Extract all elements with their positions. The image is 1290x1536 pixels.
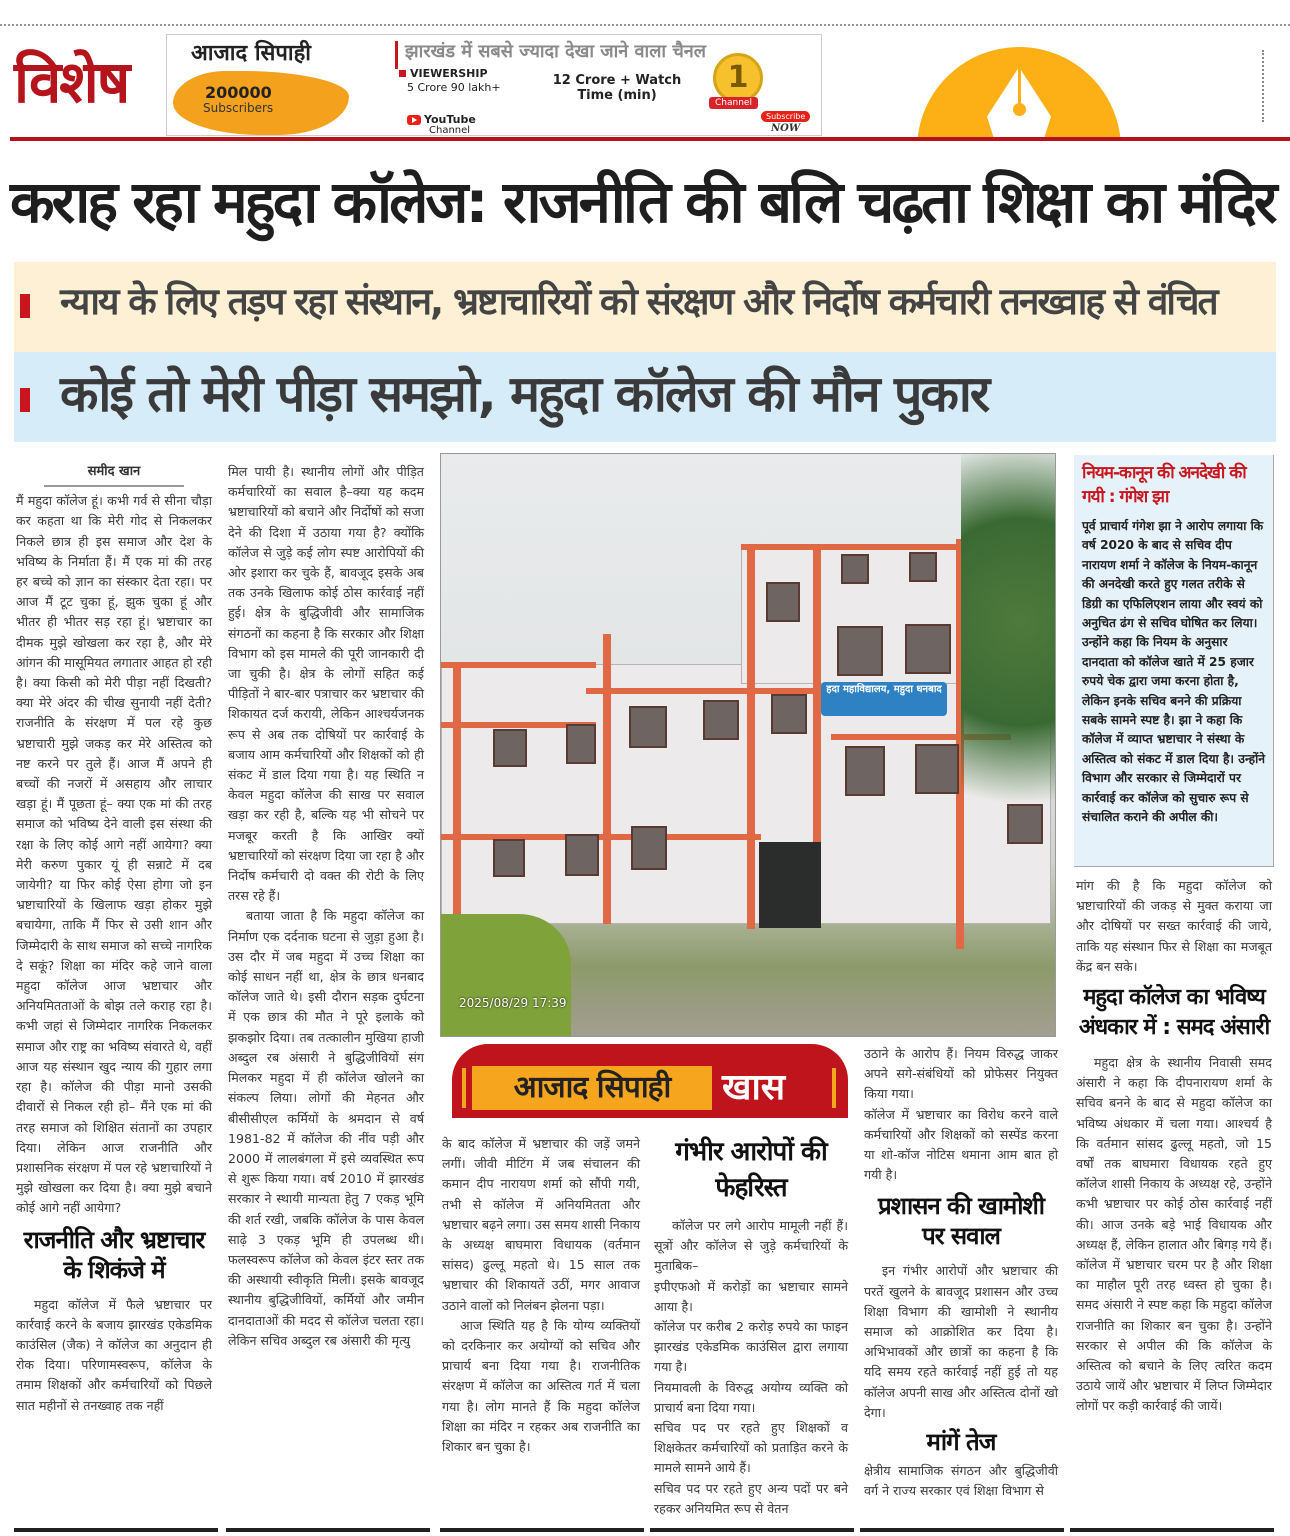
subhead-demands: मांगें तेज [926, 1428, 996, 1457]
allegation-item: कॉलेज पर करीब 2 करोड़ रुपये का फाइन झारखंड एकेडमिक काउंसिल द्वारा लगाया गया है। [654, 1319, 848, 1375]
column-4 [654, 1134, 848, 1519]
window [771, 694, 807, 734]
khas-brand: आजाद सिपाही [472, 1066, 712, 1110]
window [845, 746, 885, 796]
deck-2 [14, 352, 1276, 442]
sidebox-gangesh-jha [1074, 455, 1274, 867]
subscriber-label: Subscribers [203, 101, 274, 115]
allegation-item: सचिव पद पर रहते हुए शिक्षकों व शिक्षकेतर कर्मचारियों को प्रताड़ित करने के मामले सामने आये हैं। [654, 1420, 848, 1476]
channel-ad-banner [166, 34, 822, 136]
column-6-para-1: मांग की है कि महुदा कॉलेज को भ्रष्टाचारियों की जकड़ से मुक्त कराया जा और दोषियों पर सख्त कार्रवाई की जाये, ताकि यह संस्थान फिर से शिक्षा का मजबूत केंद्र बन सके। [1076, 878, 1272, 974]
red-bullet-icon [20, 388, 30, 412]
top-dotted-rule [0, 24, 1290, 26]
column-2 [228, 462, 424, 1351]
column-1-after-subhead: महुदा कॉलेज में फैले भ्रष्टाचार पर कार्रवाई करने के बजाय झारखंड एकेडमिक काउंसिल (जैक) ने कॉलेज का अनुदान ही रोक दिया। परिणामस्वरूप, कॉलेज के तमाम शिक्षकों और कर्मचारियों को पिछले सात महीनों से तनख्वाह तक नहीं [16, 1296, 212, 1413]
youtube-play-icon [407, 115, 421, 125]
column-3-para-1: के बाद कॉलेज में भ्रष्टाचार की जड़ें जमने लगीं। जीवी मीटिंग में जब संचालन की कमान दीप नारायण शर्मा को सौंपी गयी, तभी से कॉलेज में अनियमितता और भ्रष्टाचार बढ़ने लगा। उस समय शासी निकाय के अध्यक्ष बाघमारा विधायक (वर्तमान सांसद) ढुल्लू महतो थे। 15 साल तक भ्रष्टाचार की शिकायतें उठीं, मगर आवाज उठाने वालों को निलंबन झेलना पड़ा। [442, 1136, 640, 1313]
watch-time: 12 Crore + Watch Time (min) [552, 73, 682, 103]
column-5-para-2: कॉलेज में भ्रष्टाचार का विरोध करने वाले कर्मचारियों और शिक्षकों को सस्पेंड करना या शो-कॉज नोटिस थमाना आम बात हो गयी है। [864, 1106, 1058, 1183]
column-rule [1070, 1528, 1274, 1532]
subscribe-button[interactable]: Subscribe [761, 111, 810, 122]
column-5-para-3: इन गंभीर आरोपों और भ्रष्टाचार की परतें खुलने के बावजूद प्रशासन और उच्च शिक्षा विभाग की खामोशी ने स्थानीय समाज को आक्रोशित कर दिया है। अभिभावकों और छात्रों का कहना है कि यदि समय रहते कार्रवाई नहीं हुई तो यह कॉलेज अपनी साख और अस्तित्व दोनों खो देगा। [864, 1263, 1058, 1420]
nib-hole [1013, 103, 1026, 116]
grass [441, 914, 571, 1037]
red-bullet-icon [20, 294, 30, 318]
window [841, 554, 869, 584]
pillar [453, 664, 461, 914]
vertical-dotted-rule [1262, 50, 1264, 122]
window [493, 839, 525, 877]
banner-brand: आजाद सिपाही [191, 41, 311, 66]
sidebox-title: नियम-कानून की अनदेखी की गयी : गंगेश झा [1082, 463, 1246, 507]
window [703, 700, 739, 740]
nib-slit [1018, 67, 1021, 107]
column-2-para-1: मिल पायी है। स्थानीय लोगों और पीड़ित कर्मचारियों का सवाल है–क्या यह कदम भ्रष्टाचारियों को बचाने और निर्दोषों को सजा देने की दिशा में उठाया गया है? क्योंकि कॉलेज से जुड़े कई लोग स्पष्ट आरोपियों की ओर इशारा कर चुके हैं, बावजूद इसके अब तक उनके खिलाफ कोई ठोस कार्रवाई नहीं हुई। क्षेत्र के बुद्धिजीवी और सामाजिक संगठनों का कहना है कि सरकार और शिक्षा विभाग को इस मामले की पूरी जानकारी दी जा चुकी है। क्षेत्र के लोगों सहित कई पीड़ितों ने बार-बार पत्राचार कर भ्रष्टाचार की शिकायत दर्ज करायी, लेकिन आश्चर्यजनक रूप से अब तक दोषियों पर कार्रवाई के बजाय आम कर्मचारियों और शिक्षकों को ही संकट में डाल दिया गया है। यह स्थिति न केवल महुदा कॉलेज की साख पर सवाल खड़ा कर रही है, बल्कि यह भी सोचने पर मजबूर करती है कि आखिर क्यों भ्रष्टाचारियों को संरक्षण दिया जा रहा है और निर्दोष कर्मचारी दो वक्त की रोटी के लिए तरस रहे हैं। [228, 464, 424, 904]
column-6-para-2: महुदा क्षेत्र के स्थानीय निवासी समद अंसारी ने कहा कि दीपनारायण शर्मा के सचिव बनने के बाद से महुदा कॉलेज का भविष्य अंधकार में चला गया। आश्चर्य है कि वर्तमान सांसद ढुल्लू महतो, जो 15 वर्षों तक बाघमारा विधायक रहते हुए कॉलेज शासी निकाय के अध्यक्ष रहे, उन्होंने कभी भ्रष्टाचार पर कोई ठोस कार्रवाई नहीं की। आज उनके बड़े भाई विधायक और अध्यक्ष हैं, लेकिन हालात और बिगड़ गये हैं। कॉलेज में भ्रष्टाचार चरम पर है और शिक्षा का माहौल पूरी तरह ध्वस्त हो चुका है। समद अंसारी ने स्पष्ट कहा कि महुदा कॉलेज राजनीति का शिकार बन चुका है। उन्होंने सरकार से अपील की कि कॉलेज के अस्तित्व को बचाने के लिए त्वरित कदम उठाये जायें और भ्रष्टाचार में लिप्त जिम्मेदार लोगों पर कड़ी कार्रवाई की जायें। [1076, 1055, 1272, 1414]
window [909, 552, 937, 582]
column-rule [226, 1528, 430, 1532]
window [565, 834, 599, 876]
column-rule [14, 1528, 218, 1532]
section-label: विशेष [14, 48, 129, 116]
banner-separator [395, 41, 398, 69]
byline: समीद खान [44, 462, 184, 487]
deck-1 [14, 262, 1276, 352]
youtube-label: YouTube [424, 113, 476, 126]
beam [741, 544, 971, 550]
deck-1-text: न्याय के लिए तड़प रहा संस्थान, भ्रष्टाचारियों को संरक्षण और निर्दोष कर्मचारी तनख्वाह से वंचित [60, 280, 1217, 323]
column-rule [440, 1528, 644, 1532]
main-headline: कराह रहा महुदा कॉलेज: राजनीति की बलि चढ़ता शिक्षा का मंदिर [10, 168, 1275, 236]
number-one-trophy-icon: 1 [713, 53, 763, 103]
sidebox-body: पूर्व प्राचार्य गंगेश झा ने आरोप लगाया कि वर्ष 2020 के बाद से सचिव दीप नारायण शर्मा ने कॉलेज के नियम-कानून की अनदेखी करते हुए गलत तरीके से डिग्री का एफिलिएशन लाया और स्वयं को अनुचित ढंग से सचिव घोषित कर लिया। उन्होंने कहा कि नियम के अनुसार दानदाता को कॉलेज खाते में 25 हजार रुपये चेक द्वारा जमा करना होता है, लेकिन इनके सचिव बनने की प्रक्रिया सबके सामने स्पष्ट है। झा ने कहा कि कॉलेज में व्याप्त भ्रष्टाचार ने संस्था के अस्तित्व को संकट में डाल दिया है। उन्होंने विभाग और सरकार से जिम्मेदारों पर कार्रवाई कर कॉलेज को सुचारु रूप से संचालित कराने की अपील की। [1082, 519, 1266, 825]
youtube-channel-label: Channel [429, 125, 471, 136]
window [629, 706, 667, 748]
khas-tag: खास [722, 1067, 786, 1108]
window [631, 826, 667, 870]
subhead-allegations: गंभीर आरोपों की फेहरिस्त [675, 1137, 827, 1203]
window [905, 624, 951, 674]
allegation-item: सचिव पद पर रहते हुए अन्य पदों पर बने रहकर अनियमित रूप से वेतन [654, 1480, 848, 1516]
window [493, 729, 527, 767]
column-6 [1076, 876, 1272, 1417]
college-signboard: हदा महाविद्यालय, महुदा धनबाद [821, 682, 947, 716]
allegation-item: नियमावली के विरुद्ध अयोग्य व्यक्ति को प्राचार्य बना दिया गया। [654, 1379, 848, 1415]
subhead-samad-ansari: महुदा कॉलेज का भविष्य अंधकार में : समद अंसारी [1078, 985, 1270, 1041]
window [566, 724, 596, 764]
column-rule [860, 1528, 1064, 1532]
banner-tagline: झारखंड में सबसे ज्यादा देखा जाने वाला चैनल [405, 41, 706, 62]
viewership-label: VIEWERSHIP [399, 67, 488, 80]
pillar [603, 634, 611, 924]
pen-nib-logo [910, 40, 1130, 137]
beam [441, 662, 596, 668]
allegation-item: इपीएफओ में करोड़ों का भ्रष्टाचार सामने आया है। [654, 1278, 848, 1314]
azad-sipahi-khas-banner [452, 1044, 848, 1128]
column-rule [650, 1528, 854, 1532]
deck-2-text: कोई तो मेरी पीड़ा समझो, महुदा कॉलेज की मौन पुकार [60, 365, 989, 423]
column-1 [16, 462, 212, 1416]
column-3-para-2: आज स्थिति यह है कि योग्य व्यक्तियों को दरकिनार कर अयोग्यों को सचिव और प्राचार्य बना दिया गया है। राजनीतिक संरक्षण में कॉलेज का अस्तित्व गर्त में चला गया है। लोग मानते हैं कि महुदा कॉलेज शिक्षा का मंदिर न रहकर अब राजनीति का शिकार बन चुका है। [442, 1317, 640, 1455]
tree [961, 454, 1056, 874]
column-5 [864, 1044, 1058, 1501]
column-1-body: मैं महुदा कॉलेज हूं। कभी गर्व से सीना चौड़ा कर कहता था कि मेरी गोद से निकलकर निकले छात्र ही इस समाज और देश के भविष्य के निर्माता हैं। मैं एक मां की तरह हर बच्चे को ज्ञान का संस्कार देता रहा। पर आज मैं टूट चुका हूं, झुक चुका हूं और भीतर ही भीतर सड़ रहा हूं। भ्रष्टाचार का दीमक मुझे खोखला कर रहा है, और मेरे आंगन की मासूमियत लगातार आहत हो रही है। क्या किसी को मेरी पीड़ा नहीं दिखती? क्या मेरे अंदर की चीख सुनायी नहीं देती? राजनीति के संरक्षण में पल रहे कुछ भ्रष्टाचारी मुझे जकड़ कर मेरे अस्तित्व को नष्ट करने पर तुले हैं। आज मैं अपने ही बच्चों की नजरों में असहाय और लाचार खड़ा हूं। मैं पूछता हूं– क्या एक मां की तरह समाज को भविष्य देने वाली इस संस्था की रक्षा के लिए कोई आगे नहीं आयेगा? क्या मेरी करुण पुकार यूं ही सन्नाटे में दब जायेगी? या फिर कोई ऐसा होगा जो इन भ्रष्टाचारियों के खिलाफ खड़ा होकर मुझे बचायेगा, ताकि मैं फिर से उसी शान और जिम्मेदारी के साथ समाज को सच्चे नागरिक दे सकूं? शिक्षा का मंदिर कहे जाने वाला महुदा कॉलेज आज भ्रष्टाचार और अनियमितताओं के बोझ तले कराह रहा है। कभी जहां से जिम्मेदार नागरिक निकलकर समाज और राष्ट्र का भविष्य संवारते थे, वहीं आज यह संस्थान खुद न्याय की गुहार लगा रहा है। कॉलेज की पीड़ा मानो उसकी दीवारों से निकल रही हो– मैंने एक मां की तरह समाज को शिक्षित संतानों का उपहार दिया। लेकिन आज राजनीति और प्रशासनिक संरक्षण में पल रहे भ्रष्टाचारियों ने मुझे खोखला कर दिया है। क्या मुझे बचाने कोई आगे नहीं आयेगा? [16, 493, 212, 1216]
allegations-intro: कॉलेज पर लगे आरोप मामूली नहीं हैं। सूत्रों और कॉलेज से जुड़े कर्मचारियों के मुताबिक– [654, 1218, 848, 1274]
column-3 [442, 1134, 640, 1457]
photo-timestamp: 2025/08/29 17:39 [459, 996, 567, 1010]
channel-ribbon: Channel [709, 97, 758, 109]
beam [441, 834, 761, 840]
college-building-photo [440, 453, 1056, 1037]
khas-right-bar [832, 1068, 836, 1108]
window [915, 744, 959, 794]
sun-circle-icon [917, 47, 1121, 137]
masthead-red-rule [10, 137, 1290, 141]
pillar [747, 549, 755, 929]
window [766, 582, 800, 622]
column-2-para-2: बताया जाता है कि महुदा कॉलेज का निर्माण एक दर्दनाक घटना से जुड़ा हुआ है। उस दौर में जब महुदा में उच्च शिक्षा का कोई साधन नहीं था, क्षेत्र के छात्र धनबाद कॉलेज जाते थे। इसी दौरान सड़क दुर्घटना में एक छात्र की मौत ने पूरे इलाके को झकझोर दिया। तब तत्कालीन मुखिया हाजी अब्दुल रब अंसारी ने बुद्धिजीवियों संग मिलकर महुदा में ही कॉलेज खोलने का संकल्प लिया। लोगों की मेहनत और बीसीसीएल कर्मियों के श्रमदान से वर्ष 1981-82 में कॉलेज की नींव पड़ी और 2000 में लालबंगला में इसे व्यवस्थित रूप से शुरू किया गया। वर्ष 2010 में झारखंड सरकार ने स्थायी मान्यता हेतु 7 एकड़ भूमि की शर्त रखी, जबकि कॉलेज के पास केवल साढ़े 3 एकड़ भूमि ही उपलब्ध थी। फलस्वरूप कॉलेज को केवल इंटर स्तर तक की अस्थायी स्वीकृति मिली। इसके बावजूद स्थानीय बुद्धिजीवियों, कर्मियों और जमीन दानदाताओं की मदद से कॉलेज चलता रहा। लेकिन सचिव अब्दुल रब अंसारी की मृत्यु [228, 908, 424, 1348]
building-entrance [759, 842, 821, 928]
now-label: NOW [771, 123, 801, 134]
pillar [813, 544, 821, 884]
column-5-para-1: उठाने के आरोप हैं। नियम विरुद्ध जाकर अपने सगे-संबंधियों को प्रोफेसर नियुक्त किया गया। [864, 1046, 1058, 1102]
subscriber-count: 200000 [205, 83, 272, 102]
window [837, 626, 883, 676]
khas-left-bar [462, 1068, 466, 1108]
subhead-politics-corruption: राजनीति और भ्रष्टाचार के शिकंजे में [23, 1225, 205, 1284]
viewership-value: 5 Crore 90 lakh+ [407, 81, 501, 94]
subhead-admin-silence: प्रशासन की खामोशी पर सवाल [877, 1192, 1045, 1251]
column-5-para-4: क्षेत्रीय सामाजिक संगठन और बुद्धिजीवी वर्ग ने राज्य सरकार एवं शिक्षा विभाग से [864, 1463, 1058, 1499]
